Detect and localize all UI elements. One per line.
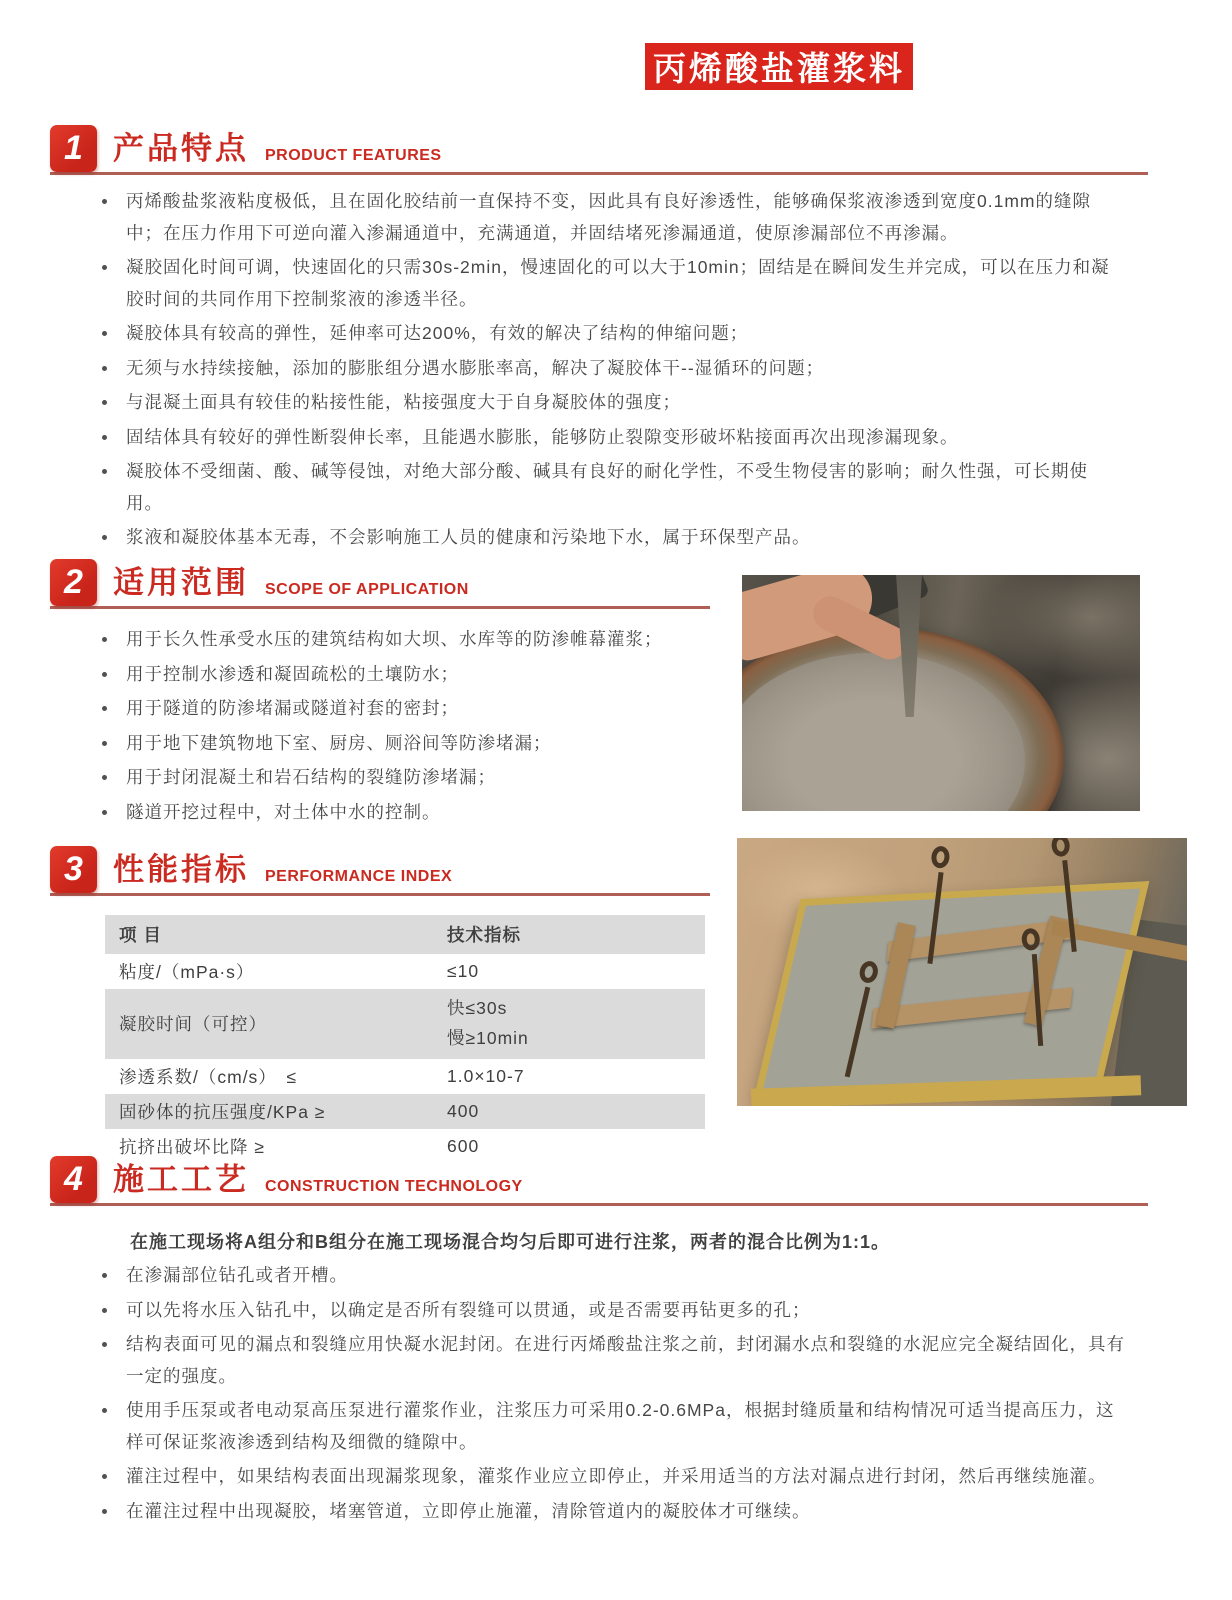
table-row bbox=[105, 954, 705, 989]
bullet-dot-icon bbox=[102, 1408, 107, 1413]
table-row bbox=[105, 1094, 705, 1129]
list-item: 无须与水持续接触，添加的膨胀组分遇水膨胀率高，解决了凝胶体干--湿循环的问题； bbox=[102, 353, 1122, 385]
section2-header bbox=[50, 556, 710, 609]
bullet-dot-icon bbox=[102, 1474, 107, 1479]
bullet-dot-icon bbox=[102, 265, 107, 270]
section2-number-badge: 2 bbox=[50, 559, 97, 606]
spec-value bbox=[433, 989, 705, 1059]
bullet-dot-icon bbox=[102, 435, 107, 440]
section4-number-badge: 4 bbox=[50, 1156, 97, 1203]
bullet-dot-icon bbox=[102, 1342, 107, 1347]
bullet-dot-icon bbox=[102, 1273, 107, 1278]
list-item: 丙烯酸盐浆液粘度极低，且在固化胶结前一直保持不变，因此具有良好渗透性，能够确保浆液渗透到宽度0.1mm的缝隙中；在压力作用下可逆向灌入渗漏通道中，充满通道，并固结堵死渗漏通道，使原渗漏部位不再渗漏。 bbox=[102, 186, 1122, 249]
bullet-dot-icon bbox=[102, 775, 107, 780]
section1-subtitle: PRODUCT FEATURES bbox=[265, 147, 442, 164]
section1-number-badge: 1 bbox=[50, 125, 97, 172]
bullet-dot-icon bbox=[102, 637, 107, 642]
bullet-dot-icon bbox=[102, 1509, 107, 1514]
section4-title: 施工工艺 bbox=[113, 1162, 249, 1197]
spec-item: 粘度/（mPa·s） bbox=[119, 962, 255, 982]
table-row bbox=[105, 989, 705, 1059]
list-item: 凝胶体不受细菌、酸、碱等侵蚀，对绝大部分酸、碱具有良好的耐化学性，不受生物侵害的影响；耐久性强，可长期使用。 bbox=[102, 456, 1122, 519]
spec-value: 600 bbox=[447, 1135, 480, 1156]
gel-time-slow: 慢≥10min bbox=[447, 1027, 529, 1048]
section4-header bbox=[50, 1153, 1148, 1206]
section3-title: 性能指标 bbox=[113, 852, 249, 887]
list-item: 浆液和凝胶体基本无毒，不会影响施工人员的健康和污染地下水，属于环保型产品。 bbox=[102, 522, 1122, 554]
spec-item: 凝胶时间（可控） bbox=[119, 1014, 267, 1035]
formwork-frame bbox=[753, 881, 1149, 1103]
bullet-dot-icon bbox=[102, 672, 107, 677]
section2-title: 适用范围 bbox=[113, 565, 249, 600]
bullet-dot-icon bbox=[102, 535, 107, 540]
gel-time-fast: 快≤30s bbox=[447, 998, 508, 1018]
list-item: 固结体具有较好的弹性断裂伸长率，且能遇水膨胀，能够防止裂隙变形破坏粘接面再次出现渗漏现象。 bbox=[102, 422, 1122, 454]
list-item: 用于隧道的防渗堵漏或隧道衬套的密封； bbox=[102, 693, 702, 725]
list-item: 可以先将水压入钻孔中，以确定是否所有裂缝可以贯通，或是否需要再钻更多的孔； bbox=[102, 1295, 1132, 1327]
list-item: 凝胶体具有较高的弹性，延伸率可达200%，有效的解决了结构的伸缩问题； bbox=[102, 318, 1122, 350]
bullet-dot-icon bbox=[102, 810, 107, 815]
list-item: 用于地下建筑物地下室、厨房、厕浴间等防渗堵漏； bbox=[102, 728, 702, 760]
bullet-dot-icon bbox=[102, 199, 107, 204]
spec-item: 渗透系数/（cm/s） ≤ bbox=[119, 1066, 298, 1087]
section3-number-badge: 3 bbox=[50, 846, 97, 893]
list-item: 在渗漏部位钻孔或者开槽。 bbox=[102, 1260, 1132, 1292]
bullet-dot-icon bbox=[102, 1308, 107, 1313]
bullet-dot-icon bbox=[102, 469, 107, 474]
section4-subtitle: CONSTRUCTION TECHNOLOGY bbox=[265, 1178, 523, 1195]
construction-steps-list bbox=[102, 1260, 1132, 1530]
application-scope-list bbox=[102, 624, 702, 831]
list-item: 用于封闭混凝土和岩石结构的裂缝防渗堵漏； bbox=[102, 762, 702, 794]
bullet-dot-icon bbox=[102, 400, 107, 405]
spec-value: ≤10 bbox=[447, 961, 480, 981]
list-item: 结构表面可见的漏点和裂缝应用快凝水泥封闭。在进行丙烯酸盐注浆之前，封闭漏水点和裂缝的水泥应完全凝结固化，具有一定的强度。 bbox=[102, 1329, 1132, 1392]
list-item: 用于控制水渗透和凝固疏松的土壤防水； bbox=[102, 659, 702, 691]
spec-value: 400 bbox=[447, 1100, 480, 1121]
product-title-badge bbox=[645, 43, 913, 90]
list-item: 与混凝土面具有较佳的粘接性能，粘接强度大于自身凝胶体的强度； bbox=[102, 387, 1122, 419]
section3-header bbox=[50, 843, 710, 896]
bullet-dot-icon bbox=[102, 741, 107, 746]
spec-value: 1.0×10-7 bbox=[447, 1065, 525, 1086]
table-header-row bbox=[105, 915, 705, 954]
construction-intro: 在施工现场将A组分和B组分在施工现场混合均匀后即可进行注浆，两者的混合比例为1:1。 bbox=[130, 1232, 891, 1252]
bullet-dot-icon bbox=[102, 706, 107, 711]
list-item: 凝胶固化时间可调，快速固化的只需30s-2min，慢速固化的可以大于10min；固结是在瞬间发生并完成，可以在压力和凝胶时间的共同作用下控制浆液的渗透半径。 bbox=[102, 252, 1122, 315]
section3-subtitle: PERFORMANCE INDEX bbox=[265, 868, 453, 885]
grout-mixing-photo bbox=[742, 575, 1140, 811]
performance-index-table bbox=[105, 915, 705, 1164]
list-item: 用于长久性承受水压的建筑结构如大坝、水库等的防渗帷幕灌浆； bbox=[102, 624, 702, 656]
spec-item: 固砂体的抗压强度/KPa ≥ bbox=[119, 1101, 326, 1122]
formwork-grouting-photo bbox=[737, 838, 1187, 1106]
product-title: 丙烯酸盐灌浆料 bbox=[653, 50, 905, 87]
list-item: 在灌注过程中出现凝胶，堵塞管道，立即停止施灌，清除管道内的凝胶体才可继续。 bbox=[102, 1496, 1132, 1528]
bullet-dot-icon bbox=[102, 331, 107, 336]
column-header-value: 技术指标 bbox=[447, 925, 521, 945]
section1-header bbox=[50, 122, 1148, 175]
product-features-list bbox=[102, 186, 1122, 557]
list-item: 隧道开挖过程中，对土体中水的控制。 bbox=[102, 797, 702, 829]
list-item: 使用手压泵或者电动泵高压泵进行灌浆作业，注浆压力可采用0.2-0.6MPa，根据封缝质量和结构情况可适当提高压力，这样可保证浆液渗透到结构及细微的缝隙中。 bbox=[102, 1395, 1132, 1458]
spec-item: 抗挤出破坏比降 ≥ bbox=[119, 1136, 265, 1157]
list-item: 灌注过程中，如果结构表面出现漏浆现象，灌浆作业应立即停止，并采用适当的方法对漏点进行封闭，然后再继续施灌。 bbox=[102, 1461, 1132, 1493]
bullet-dot-icon bbox=[102, 366, 107, 371]
column-header-item: 项 目 bbox=[119, 925, 162, 945]
section1-title: 产品特点 bbox=[113, 131, 249, 166]
table-row bbox=[105, 1059, 705, 1094]
section2-subtitle: SCOPE OF APPLICATION bbox=[265, 581, 469, 598]
